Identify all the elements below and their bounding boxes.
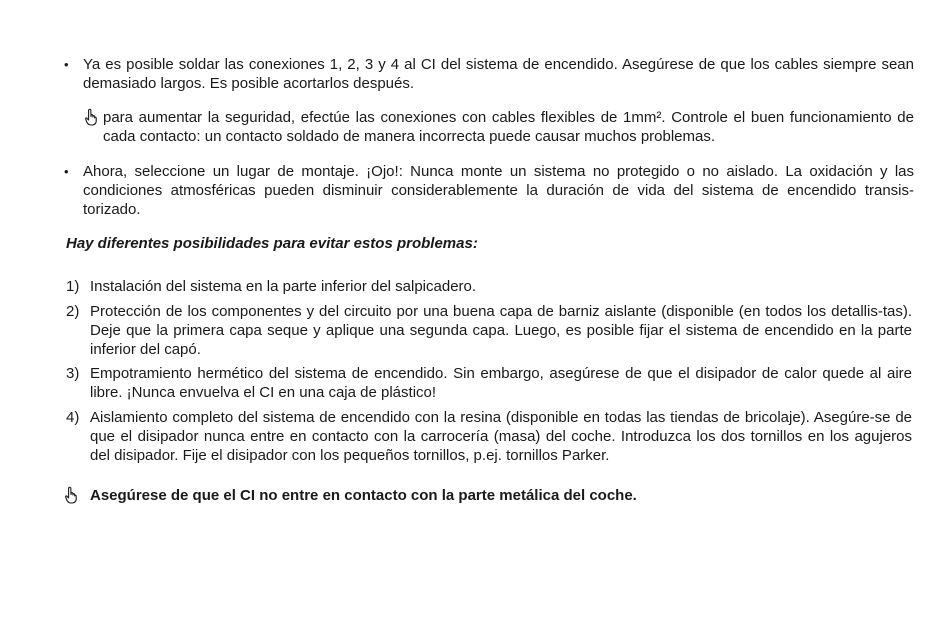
bullet-item	[64, 162, 914, 219]
numbered-item	[66, 408, 912, 465]
numbered-item	[66, 364, 912, 402]
warning-note	[64, 486, 914, 505]
item-text: Aislamiento completo del sistema de encendido con la resina (disponible en todas las tiendas de bricolaje). Asegúre-se de que el disipador nunca entre en contacto con la carrocería (masa) del coche. Introduzca los dos tornillos en los agujeros del disipador. Fije el disipador con los pequeños tornillos, p.ej. tornillos Parker.	[90, 409, 912, 464]
item-number: 2)	[66, 303, 80, 320]
bullet-item	[64, 55, 914, 93]
section-heading: Hay diferentes posibilidades para evitar estos problemas:	[66, 235, 478, 252]
item-number: 4)	[66, 409, 80, 426]
numbered-item	[66, 277, 912, 296]
bullet-text: Ya es posible soldar las conexiones 1, 2, 3 y 4 al CI del sistema de encendido. Asegúrese de que los cables siempre sean demasiado largos. Es posible acortarlos después.	[83, 56, 914, 92]
pointing-hand-icon	[84, 108, 100, 127]
bullet-marker: •	[64, 164, 69, 179]
bullet-text: Ahora, seleccione un lugar de montaje. ¡Ojo!: Nunca monte un sistema no protegido o no aislado. La oxidación y las condiciones atmosféricas pueden disminuir considerablemente la duración de vida del sistema de encendido transis-torizado.	[83, 163, 914, 218]
item-number: 1)	[66, 278, 80, 295]
safety-note	[84, 108, 914, 146]
item-number: 3)	[66, 365, 80, 382]
item-text: Empotramiento hermético del sistema de encendido. Sin embargo, asegúrese de que el disipador de calor quede al aire libre. ¡Nunca envuelva el CI en una caja de plástico!	[90, 365, 912, 401]
numbered-item	[66, 302, 912, 359]
safety-note-text: para aumentar la seguridad, efectúe las conexiones con cables flexibles de 1mm². Controle el buen funcionamiento de cada contacto: un contacto soldado de manera incorrecta puede causar muchos problemas.	[103, 109, 914, 145]
item-text: Instalación del sistema en la parte inferior del salpicadero.	[90, 278, 477, 295]
pointing-hand-icon	[64, 486, 80, 505]
item-text: Protección de los componentes y del circuito por una buena capa de barniz aislante (disponible (en todos los detallis-tas). Deje que la primera capa seque y aplique una segunda capa. Luego, es posible fijar el sistema de encendido en la parte inferior del capó.	[90, 303, 912, 358]
warning-note-text: Asegúrese de que el CI no entre en contacto con la parte metálica del coche.	[90, 487, 637, 504]
bullet-marker: •	[64, 57, 69, 72]
